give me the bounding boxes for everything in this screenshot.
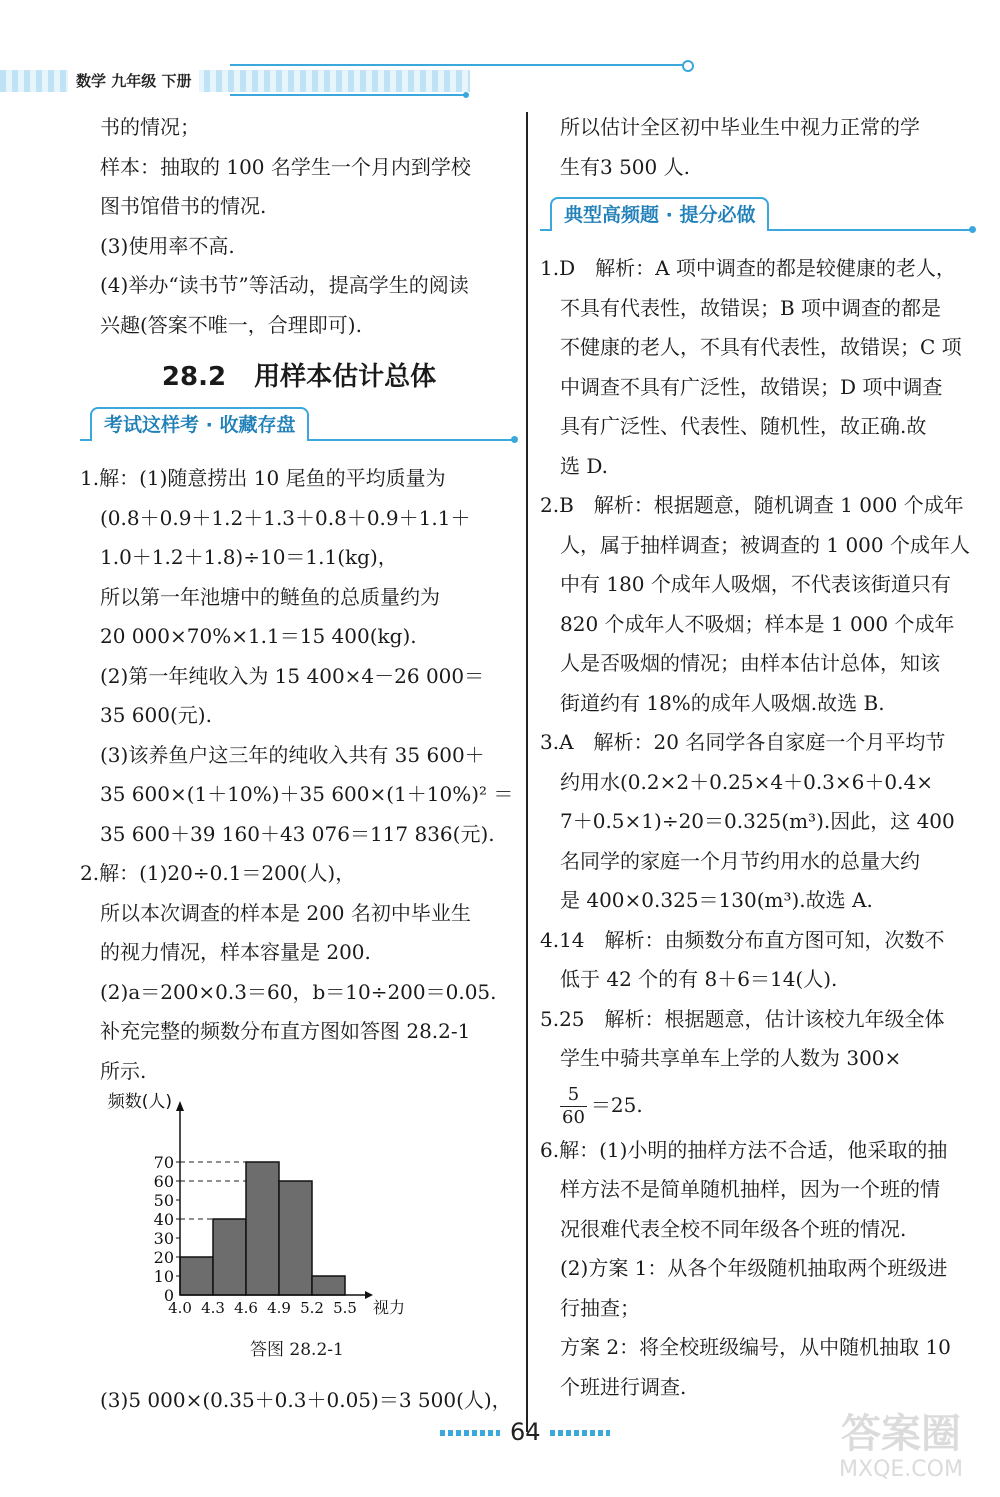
banner-dot-icon bbox=[969, 226, 976, 233]
x-axis-arrow-icon bbox=[365, 1291, 373, 1299]
text-line: 的视力情况，样本容量是 200. bbox=[100, 940, 371, 964]
text-line: 2.B 解析：根据题意，随机调查 1 000 个成年 bbox=[540, 493, 964, 517]
y-tick-label: 0 bbox=[163, 1286, 174, 1305]
fraction-line bbox=[540, 1079, 976, 1131]
text-line: 兴趣(答案不唯一，合理即可). bbox=[100, 312, 362, 337]
right-column bbox=[540, 108, 976, 1407]
text-line: 35 600＋39 160＋43 076＝117 836(元). bbox=[100, 821, 495, 846]
histogram-bar bbox=[246, 1162, 279, 1295]
y-tick-label: 70 bbox=[153, 1153, 174, 1172]
text-line: 不健康的老人，不具有代表性，故错误；C 项 bbox=[560, 335, 962, 359]
histogram-chart bbox=[107, 1092, 452, 1327]
header-circle-icon bbox=[682, 60, 694, 72]
x-tick-label: 5.2 bbox=[300, 1299, 324, 1317]
text-line: 不具有代表性，故错误；B 项中调查的都是 bbox=[560, 295, 942, 320]
text-line: 所示. bbox=[100, 1058, 147, 1083]
y-tick-label: 10 bbox=[153, 1267, 174, 1286]
text-line: 个班进行调查. bbox=[560, 1374, 687, 1399]
y-tick-label: 60 bbox=[153, 1172, 174, 1191]
y-tick-label: 30 bbox=[153, 1229, 174, 1248]
header-rule-lower bbox=[230, 94, 465, 96]
text-line: (2)第一年纯收入为 15 400×4－26 000＝ bbox=[100, 663, 485, 688]
text-line: 中调查不具有广泛性，故错误；D 项中调查 bbox=[560, 374, 943, 399]
text-line: 选 D. bbox=[560, 453, 609, 478]
banner-exam bbox=[80, 405, 518, 449]
x-tick-label: 4.9 bbox=[267, 1299, 291, 1317]
text-line: 35 600(元). bbox=[100, 703, 212, 727]
text-line: (0.8＋0.9＋1.2＋1.3＋0.8＋0.9＋1.1＋ bbox=[100, 505, 471, 530]
section-title bbox=[80, 359, 518, 395]
histogram-bar bbox=[180, 1257, 213, 1295]
text-line: 所以本次调查的样本是 200 名初中毕业生 bbox=[100, 900, 471, 925]
text-line: 学生中骑共享单车上学的人数为 300× bbox=[560, 1046, 902, 1070]
y-tick-label: 20 bbox=[153, 1248, 174, 1267]
text-line: 样方法不是简单随机抽样，因为一个班的情 bbox=[560, 1177, 940, 1201]
text-line: (3)5 000×(0.35＋0.3＋0.05)＝3 500(人)， bbox=[100, 1388, 512, 1412]
text-line: 所以估计全区初中毕业生中视力正常的学 bbox=[560, 115, 920, 139]
text-line: 所以第一年池塘中的鲢鱼的总质量约为 bbox=[100, 584, 440, 609]
histogram-bar bbox=[213, 1219, 246, 1295]
text-line: 20 000×70%×1.1＝15 400(kg). bbox=[100, 624, 417, 648]
banner-label: 典型高频题 · 提分必做 bbox=[550, 197, 769, 231]
text-line: 低于 42 个的有 8＋6＝14(人). bbox=[560, 967, 838, 991]
text-line: 图书馆借书的情况. bbox=[100, 194, 267, 218]
text-line: 7＋0.5×1)÷20＝0.325(m³).因此，这 400 bbox=[560, 809, 955, 833]
section-name: 用样本估计总体 bbox=[254, 362, 437, 392]
text-line: 况很难代表全校不同年级各个班的情况. bbox=[560, 1216, 907, 1241]
text-line: (2)a＝200×0.3＝60，b＝10÷200＝0.05. bbox=[100, 979, 497, 1004]
y-tick-label: 50 bbox=[153, 1191, 174, 1210]
text-line: 街道约有 18%的成年人吸烟.故选 B. bbox=[560, 690, 885, 715]
fraction-denominator: 60 bbox=[562, 1106, 585, 1128]
x-tick-label: 5.5 bbox=[333, 1299, 357, 1317]
text-line: 人是否吸烟的情况；由样本估计总体，知该 bbox=[560, 651, 940, 675]
text-line: (3)使用率不高. bbox=[100, 233, 235, 258]
figure-caption: 答图 28.2-1 bbox=[250, 1340, 344, 1360]
fraction bbox=[560, 1084, 587, 1129]
footer-decoration bbox=[440, 1430, 500, 1436]
header-dot-icon bbox=[463, 92, 469, 98]
text-line: (3)该养鱼户这三年的纯收入共有 35 600＋ bbox=[100, 742, 485, 767]
text-line: 具有广泛性、代表性、随机性，故正确.故 bbox=[560, 414, 927, 438]
text-line: 2.解：(1)20÷0.1＝200(人)， bbox=[80, 861, 356, 885]
text-line: 1.D 解析：A 项中调查的都是较健康的老人， bbox=[540, 256, 956, 280]
page-header bbox=[0, 62, 690, 98]
watermark-logo: 答案圈 MXQE.COM bbox=[839, 1411, 963, 1482]
text-line: (2)方案 1：从各个年级随机抽取两个班级进 bbox=[560, 1256, 948, 1280]
column-divider bbox=[526, 112, 528, 1432]
footer-decoration bbox=[550, 1430, 610, 1436]
x-tick-label: 4.6 bbox=[234, 1299, 258, 1317]
text-line: 1.0＋1.2＋1.8)÷10＝1.1(kg)， bbox=[100, 545, 398, 569]
text-line: 3.A 解析：20 名同学各自家庭一个月平均节 bbox=[540, 730, 946, 754]
text-line: 6.解：(1)小明的抽样方法不合适，他采取的抽 bbox=[540, 1137, 948, 1162]
text-line: 820 个成年人不吸烟；样本是 1 000 个成年 bbox=[560, 611, 955, 636]
text-line: 补充完整的频数分布直方图如答图 28.2-1 bbox=[100, 1019, 471, 1043]
y-axis-label: 频数(人) bbox=[107, 1092, 172, 1112]
text-line: 行抽查； bbox=[560, 1295, 640, 1320]
text-line: 人，属于抽样调查；被调查的 1 000 个成年人 bbox=[560, 532, 970, 557]
banner-dot-icon bbox=[511, 436, 518, 443]
text-line: 方案 2：将全校班级编号，从中随机抽取 10 bbox=[560, 1335, 951, 1359]
text-line: 4.14 解析：由频数分布直方图可知，次数不 bbox=[540, 927, 945, 952]
fraction-numerator: 5 bbox=[560, 1084, 587, 1107]
histogram-bar bbox=[312, 1276, 345, 1295]
x-tick-label: 4.0 bbox=[168, 1299, 192, 1317]
page-footer bbox=[440, 1418, 620, 1448]
left-column bbox=[80, 108, 518, 1421]
text-line: 1.解：(1)随意捞出 10 尾鱼的平均质量为 bbox=[80, 466, 446, 490]
histogram-figure bbox=[80, 1092, 518, 1375]
text-line: 中有 180 个成年人吸烟，不代表该街道只有 bbox=[560, 572, 951, 596]
text-line: 名同学的家庭一个月节约用水的总量大约 bbox=[560, 848, 920, 873]
x-axis-label: 视力 bbox=[373, 1298, 406, 1317]
histogram-bar bbox=[279, 1181, 312, 1295]
text-line: 样本：抽取的 100 名学生一个月内到学校 bbox=[100, 154, 471, 179]
text-line: (4)举办“读书节”等活动，提高学生的阅读 bbox=[100, 273, 469, 297]
text-line: 5.25 解析：根据题意，估计该校九年级全体 bbox=[540, 1006, 945, 1031]
header-rule bbox=[230, 64, 685, 66]
section-number: 28.2 bbox=[161, 362, 227, 392]
page-number: 64 bbox=[510, 1418, 541, 1446]
text-line: 生有3 500 人. bbox=[560, 154, 690, 179]
text-line: 是 400×0.325＝130(m³).故选 A. bbox=[560, 888, 873, 912]
y-axis-arrow-icon bbox=[176, 1101, 184, 1111]
fraction-result: ＝25. bbox=[590, 1092, 643, 1117]
text-line: 约用水(0.2×2＋0.25×4＋0.3×6＋0.4× bbox=[560, 769, 933, 794]
text-line: 书的情况； bbox=[100, 115, 200, 139]
banner-label: 考试这样考 · 收藏存盘 bbox=[90, 407, 309, 441]
x-tick-label: 4.3 bbox=[201, 1299, 225, 1317]
y-tick-label: 40 bbox=[153, 1210, 174, 1229]
banner-practice bbox=[540, 195, 976, 239]
text-line: 35 600×(1＋10%)＋35 600×(1＋10%)² ＝ bbox=[100, 782, 514, 806]
book-title: 数学 九年级 下册 bbox=[68, 70, 199, 92]
